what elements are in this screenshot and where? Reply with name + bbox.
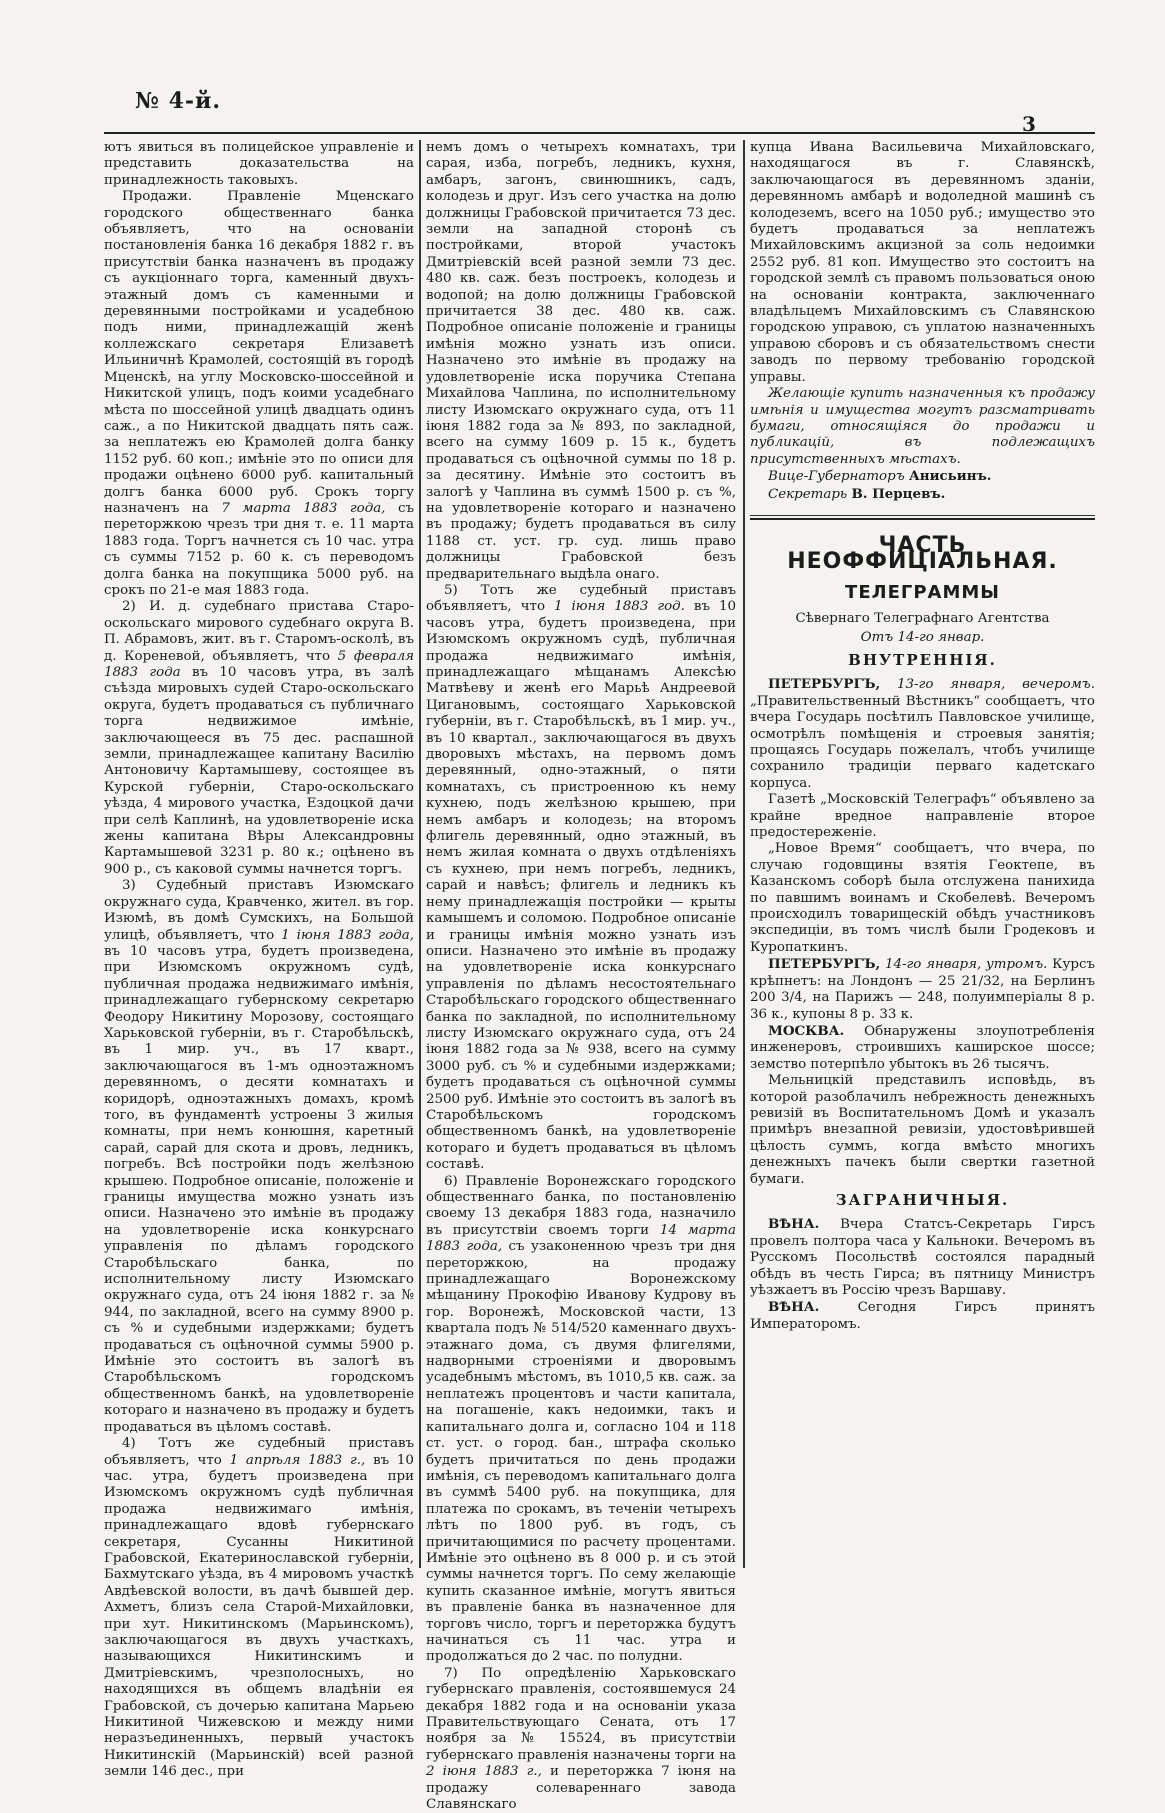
- telegram: ВѢНА. Вчера Статсъ-Секретарь Гирсъ провелъ полтора часа у Кальноки. Вечеромъ въ Русскомъ Посольствѣ состоялся парадный обѣдъ въ честь Гирса; въ пятницу Министръ уѣзжаетъ въ Россію чрезъ Варшаву.: [750, 1216, 1095, 1298]
- telegram: Мельницкій представилъ исповѣдь, въ которой разоблачилъ небрежность денежныхъ ревизій въ Воспитательномъ Домѣ и указалъ примѣръ внезапной ревизіи, удостовѣрившей цѣлость суммъ, когда вмѣсто многихъ денежныхъ пачекъ были свертки газетной бумаги.: [750, 1073, 1095, 1187]
- issue-number: № 4-й.: [135, 88, 221, 114]
- telegram-date: Отъ 14-го январ.: [860, 629, 985, 645]
- telegrams-heading: ТЕЛЕГРАММЫ: [845, 581, 1000, 603]
- notice-5: 5) Тотъ же судебный приставъ объявляетъ, что 1 іюня 1883 год. въ 10 часовъ утра, будетъ произведена, при Изюмскомъ окружномъ судѣ, публичная продажа недвижимаго имѣнія, принадлежащаго мѣщанамъ Алексѣю Матвѣеву и женѣ его Марьѣ Андреевой Цигановымъ, состоящаго Харьковской губерніи, въ г. Старобѣльскѣ, въ 1 мир. уч., въ 10 квартал., заключающагося въ двухъ дворовыхъ мѣстахъ, на первомъ домъ деревянный, одно-этажный, о пяти комнатахъ, съ пристроенною къ нему кухнею, подъ желѣзною крышею, при немъ амбаръ и колодезь; на второмъ флигель деревянный, одно этажный, въ немъ жилая комната о двухъ отдѣленіяхъ съ кухнею, при немъ погребъ, ледникъ, сарай и навѣсъ; флигель и ледникъ къ нему принадлежащія постройки — крыты камышемъ и соломою. Подробное описаніе и границы имѣнія можно узнать изъ описи. Назначено это имѣніе въ продажу на удовлетвореніе иска конкурснаго управленія по дѣламъ несостоятельнаго Старобѣльскаго городского общественнаго банка по закладной, по исполнительному листу Изюмскаго окружнаго суда, отъ 24 іюня 1882 года за № 938, всего на сумму 3000 руб. съ % и судебными издержками; будетъ продаваться съ оцѣночной суммы 2500 руб. Имѣніе это состоитъ въ залогѣ въ Старобѣльскомъ городскомъ общественномъ банкѣ, на удовлетвореніе котораго и будетъ продаваться въ цѣломъ составѣ.: [426, 582, 737, 1173]
- paragraph: немъ домъ о четырехъ комнатахъ, три сарая, изба, погребъ, ледникъ, кухня, амбаръ, загонъ, свинюшникъ, садъ, колодезь и друг. Изъ сего участка на долю должницы Грабовской причитается 73 дес. земли на западной сторонѣ съ постройками, второй участокъ Дмитріевскій всей разной земли 73 дес. 480 кв. саж. безъ построекъ, колодезь и водопой; на долю должницы Грабовской причитается 38 дес. 480 кв. саж. Подробное описаніе положеніе и границы имѣнія можно узнать изъ описи. Назначено это имѣніе въ продажу на удовлетвореніе иска поручика Степана Михайлова Чаплина, по исполнительному листу Изюмскаго окружнаго суда, отъ 11 іюня 1882 года за № 893, по закладной, всего на сумму 1609 р. 15 к., будетъ продаваться съ оцѣночной суммы по 18 р. за десятину. Имѣніе это состоитъ въ залогѣ у Чаплина въ суммѣ 1500 р. съ %, на удовлетвореніе котораго и назначено въ продажу; будетъ продаваться въ силу 1188 ст. уст. гр. суд. лишь право должницы Грабовской безъ предварительнаго выдѣла онаго.: [426, 140, 736, 582]
- telegram: ПЕТЕРБУРГЪ, 14-го января, утромъ. Курсъ крѣпнетъ: на Лондонъ — 25 21/32, на Берлинъ 200 3/4, на Парижъ — 248, полуимперіалы 8 р. 36 к., купоны 8 р. 33 к.: [750, 956, 1096, 1022]
- internal-heading: ВНУТРЕННІЯ.: [848, 650, 997, 669]
- column-2: [426, 140, 737, 1813]
- telegram: Газетѣ „Московскій Телеграфъ“ объявлено за крайне вредное направленіе второе предостереженіе.: [750, 792, 1095, 841]
- notice-mtsensk: Продажи. Правленіе Мценскаго городского общественнаго банка объявляетъ, что на основаніи постановленія банка 16 декабря 1882 г. въ присутствіи банка назначенъ въ продажу съ аукціоннаго торга, каменный двухъ-этажный домъ съ каменными и деревянными постройками и усадебною подъ ними, принадлежащій женѣ коллежскаго секретаря Елизаветѣ Ильиничнѣ Крамолей, состоящій въ городѣ Мценскѣ, на углу Московско-шоссейной и Никитской улицъ, подъ коими усадебнаго мѣста по шоссейной улицѣ двадцать одинъ саж., а по Никитской двадцать пять саж. за неплатежъ ею Крамолей долга банку 1152 руб. 60 коп.; имѣніе это по описи для продажи оцѣнено 6000 руб. капитальный долгъ банка 6000 руб. Срокъ торгу назначенъ на 7 марта 1883 года, съ переторжкою чрезъ три дня т. е. 11 марта 1883 года. Торгъ начнется съ 10 час. утра съ суммы 7152 р. 60 к. съ переводомъ долга банка на покупщика 5000 руб. на срокъ по 21-е мая 1883 года.: [104, 189, 415, 598]
- column-divider: [419, 140, 421, 1568]
- signature-secretary: Секретарь В. Перцевъ.: [768, 485, 946, 502]
- notice-4: 4) Тотъ же судебный приставъ объявляетъ, что 1 апрѣля 1883 г., въ 10 час. утра, будетъ произведена при Изюмскомъ окружномъ судѣ публичная продажа недвижимаго имѣнія, принадлежащаго вдовѣ губернскаго секретаря, Сусанны Никитиной Грабовской, Екатеринославской губерніи, Бахмутскаго уѣзда, въ 4 мировомъ участкѣ Авдѣевской волости, въ дачѣ бывшей дер. Ахметъ, близъ села Старой-Михайловки, при хут. Никитинскомъ (Марьинскомъ), заключающагося въ двухъ участкахъ, называющихся Никитинскимъ и Дмитріевскимъ, чрезполосныхъ, но находящихся въ общемъ владѣніи ея Грабовской, съ дочерью капитана Марьею Никитиной Чижевскою и между ними неразъединенныхъ, первый участокъ Никитинскій (Марьинскій) всей разной земли 146 дес., при: [104, 1436, 414, 1780]
- column-3: [750, 140, 1095, 1568]
- notice-3: 3) Судебный приставъ Изюмскаго окружнаго суда, Кравченко, жител. въ гор. Изюмѣ, въ домѣ Сумскихъ, на Большой улицѣ, объявляетъ, что 1 іюня 1883 года, въ 10 часовъ утра, будетъ произведена, при Изюмскомъ окружномъ судѣ, публичная продажа недвижимаго имѣнія, принадлежащаго губернскому секретарю Феодору Никитину Морозову, состоящаго Харьковской губерніи, въ г. Старобѣльскѣ, въ 1 мир. уч., въ 17 кварт., заключающагося въ 1-мъ одноэтажномъ деревянномъ, о десяти комнатахъ и коридорѣ, одноэтажныхъ домахъ, кромѣ того, въ фундаментѣ устроены 3 жилыя комнаты, при немъ конюшня, каретный сарай, сарай для скота и дровъ, ледникъ, погребъ. Всѣ постройки подъ желѣзною крышею. Подробное описаніе, положеніе и границы имущества можно узнать изъ описи. Назначено это имѣніе въ продажу на удовлетвореніе иска конкурснаго управленія по дѣламъ городского Старобѣльскаго банка, по исполнительному листу Изюмскаго окружнаго суда, отъ 24 іюня 1882 г. за № 944, по закладной, всего на сумму 8900 р. съ % и судебными издержками; будетъ продаваться съ оцѣночной суммы 5900 р. Имѣніе это состоитъ въ залогѣ въ Старобѣльскомъ городскомъ общественномъ банкѣ, на удовлетвореніе котораго и назначено въ продажу и будетъ продаваться въ цѣломъ составѣ.: [104, 878, 414, 1435]
- header-rule: [104, 132, 1095, 134]
- telegram: ВѢНА. Сегодня Гирсъ принятъ Императоромъ.: [750, 1299, 1095, 1332]
- notice-7: 7) По опредѣленію Харьковскаго губернскаго правленія, состоявшемуся 24 декабря 1882 года и на основаніи указа Правительствующаго Сената, отъ 17 ноября за № 15524, въ присутствіи губернскаго правленія назначены торги на 2 іюня 1883 г., и переторжка 7 іюня на продажу солевареннаго завода Славянскаго: [426, 1665, 736, 1813]
- paragraph: ютъ явиться въ полицейское управленіе и представить доказательства на принадлежность таковыхъ.: [104, 140, 414, 188]
- column-divider: [743, 140, 745, 1568]
- telegram: МОСКВА. Обнаружены злоупотребленія инженеровъ, строившихъ каширское шоссе; земство потерпѣло убытокъ въ 26 тысячъ.: [750, 1022, 1095, 1072]
- telegram: ПЕТЕРБУРГЪ, 13-го января, вечеромъ. „Правительственный Вѣстникъ“ сообщаетъ, что вчера Государь посѣтилъ Павловское училище, осмотрѣлъ помѣщенія и строевыя занятія; прощаясь Государь пожелалъ, чтобъ училище сохранило традиціи перваго кадетскаго корпуса.: [750, 676, 1095, 791]
- paragraph: купца Ивана Васильевича Михайловскаго, находящагося въ г. Славянскѣ, заключающагося въ деревянномъ зданіи, деревянномъ амбарѣ и водоледной машинѣ съ колодеземъ, всего на 1050 руб.; имущество это будетъ продаваться за неплатежъ Михайловскимъ акцизной за соль недоимки 2552 руб. 81 коп. Имущество это состоитъ на городской землѣ съ правомъ пользоваться оною на основаніи контракта, заключеннаго владѣльцемъ Михайловскимъ съ Славянскою городскою управою, съ уплатою назначенныхъ управою сборовъ и съ обязательствомъ снести заводъ по первому требованію городской управы.: [750, 140, 1095, 385]
- column-1: [104, 140, 415, 1780]
- section-rule: [750, 518, 1095, 520]
- sale-note: Желающіе купить назначенныя къ продажу имѣнія и имущества могутъ разсматривать бумаги, относящіяся до продажи и публикацій, въ подлежащихъ присутственныхъ мѣстахъ.: [750, 386, 1095, 467]
- section-title: ЧАСТЬ НЕОФФИЦІАЛЬНАЯ.: [787, 532, 1058, 575]
- page-number: 3: [1022, 112, 1036, 136]
- section-rule: [750, 515, 1095, 516]
- notice-2: 2) И. д. судебнаго пристава Старо-оскольскаго мирового судебнаго округа В. П. Абрамовъ, жит. въ г. Старомъ-осколѣ, въ д. Кореневой, объявляетъ, что 5 февраля 1883 года въ 10 часовъ утра, въ залѣ съѣзда мировыхъ судей Старо-оскольскаго округа, будетъ продаваться съ публичнаго торга недвижимое имѣніе, заключающееся въ 75 дес. распашной земли, принадлежащее капитану Василію Антоновичу Картамышеву, состоящее въ Курской губерніи, Старо-оскольскаго уѣзда, 4 мирового участка, Ездоцкой дачи при селѣ Каплинѣ, на удовлетвореніе иска жены капитана Вѣры Александровны Картамышевой 3231 р. 80 к.; оцѣнено въ 900 р., съ каковой суммы начнется торгъ.: [104, 599, 414, 877]
- foreign-heading: ЗАГРАНИЧНЫЯ.: [835, 1190, 1010, 1209]
- telegram: „Новое Время“ сообщаетъ, что вчера, по случаю годовщины взятія Геоктепе, въ Казанскомъ соборѣ была отслужена панихида по павшимъ воинамъ и Скобелевѣ. Вечеромъ происходилъ товарищескій обѣдъ участниковъ экспедиціи, въ томъ числѣ были Гродековъ и Куропаткинъ.: [750, 841, 1095, 955]
- notice-6: 6) Правленіе Воронежскаго городского общественнаго банка, по постановленію своему 13 декабря 1883 года, назначило въ присутствіи своемъ торги 14 марта 1883 года, съ узаконенною чрезъ три дня переторжкою, на продажу принадлежащаго Воронежскому мѣщанину Прокофію Иванову Кудрову въ гор. Воронежѣ, Московской части, 13 квартала подъ № 514/520 каменнаго двухъ-этажнаго дома, съ двумя флигелями, надворными строеніями и дворовымъ усадебнымъ мѣстомъ, въ 1010,5 кв. саж. за неплатежъ процентовъ и части капитала, на погашеніе, какъ недоимки, такъ и капитальнаго долга и, согласно 104 и 118 ст. уст. о город. бан., штрафа сколько будетъ причитаться по день продажи имѣнія, съ переводомъ капитальнаго долга въ суммѣ 5400 руб. на покупщика, для платежа по срокамъ, въ теченіи четырехъ лѣтъ по 1800 руб. въ годъ, съ причитающимися по расчету процентами. Имѣніе это оцѣнено въ 8 000 р. и съ этой суммы начнется торгъ. По сему желающіе купить сказанное имѣніе, могутъ явиться въ правленіе банка въ назначенное для торговъ число, торгъ и переторжка будутъ начинаться съ 11 час. утра и продолжаться до 2 час. по полудни.: [426, 1173, 736, 1665]
- signature-vice-governor: Вице-Губернаторъ Анисьинъ.: [768, 468, 992, 485]
- agency-name: Сѣвернаго Телеграфнаго Агентства: [795, 611, 1050, 627]
